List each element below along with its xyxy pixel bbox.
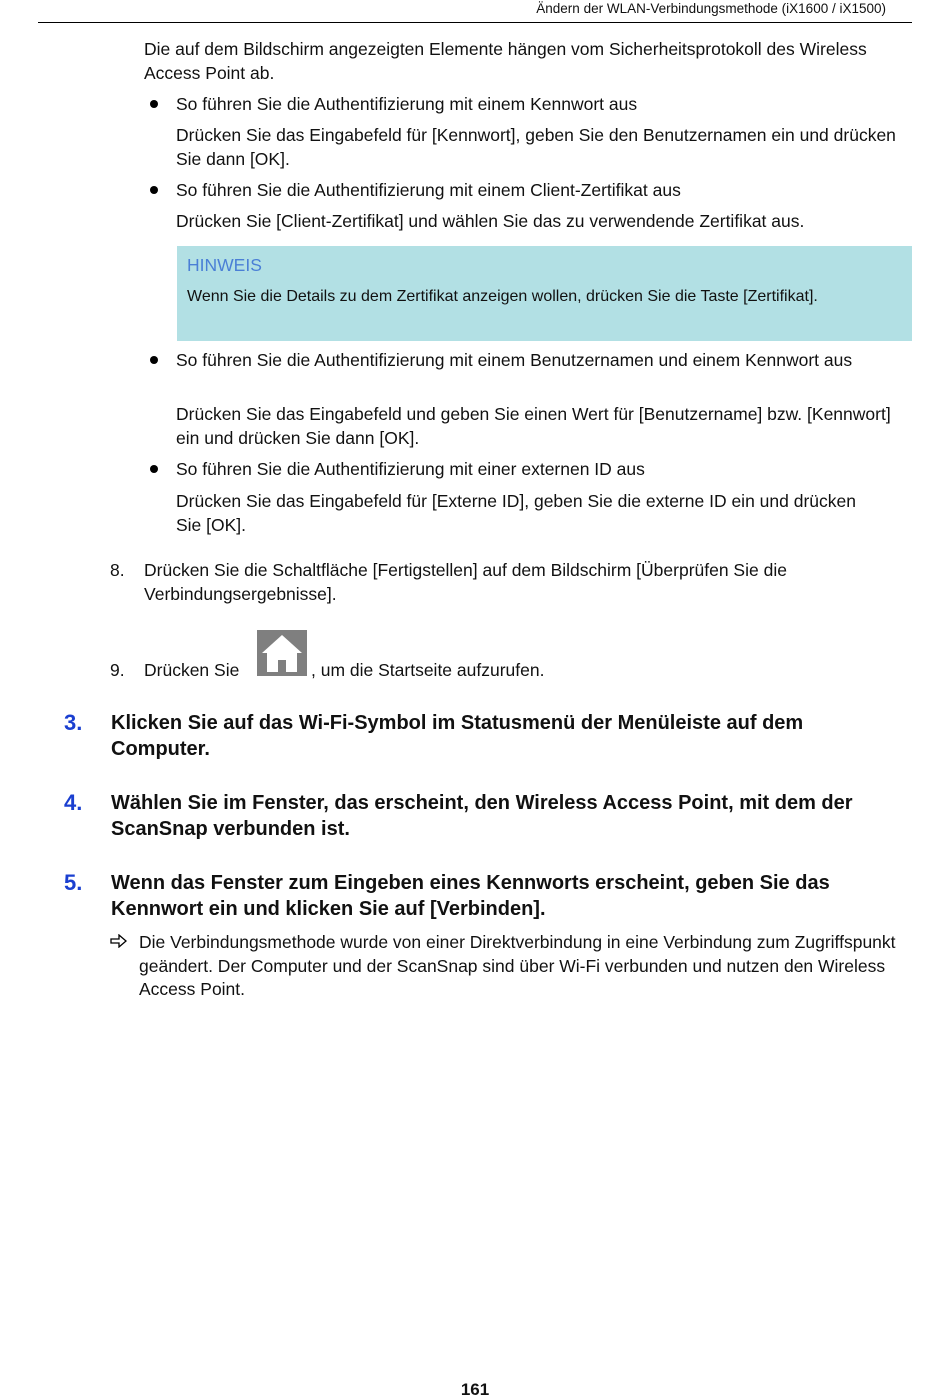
bullet-text: Drücken Sie das Eingabefeld und geben Sie einen Wert für [Benutzername] bzw. [Kennwort] ein und drücken Sie dann [OK]. [176,404,891,448]
bullet-text: Drücken Sie das Eingabefeld für [Kennwort], geben Sie den Benutzernamen ein und drücken Sie dann [OK]. [176,125,896,169]
bullet-icon [150,465,158,473]
step-number: 3. [64,710,83,735]
step-text: Klicken Sie auf das Wi-Fi-Symbol im Statusmenü der Menüleiste auf dem Computer. [111,712,804,760]
substep-text: Drücken Sie die Schaltfläche [Fertigstellen] auf dem Bildschirm [Überprüfen Sie die Verbindungsergebnisse]. [144,560,787,604]
bullet-icon [150,186,158,194]
result-arrow-icon [110,934,128,948]
bullet-text: Drücken Sie [Client-Zertifikat] und wählen Sie das zu verwendende Zertifikat aus. [176,211,805,231]
header-title: Ändern der WLAN-Verbindungsmethode (iX1600 / iX1500) [536,1,886,16]
result-text: Die Verbindungsmethode wurde von einer Direktverbindung in eine Verbindung zum Zugriffspunkt geändert. Der Computer und der ScanSnap sind über Wi-Fi verbunden und nutzen den Wireless Access Point. [139,932,896,999]
bullet-heading: So führen Sie die Authentifizierung mit einem Client-Zertifikat aus [176,180,681,200]
substep-number: 8. [110,560,125,580]
step-text: Wählen Sie im Fenster, das erscheint, den Wireless Access Point, mit dem der ScanSnap verbunden ist. [111,792,853,840]
substep-text-after: , um die Startseite aufzurufen. [311,660,545,680]
bullet-text: Drücken Sie das Eingabefeld für [Externe ID], geben Sie die externe ID ein und drücken Sie [OK]. [176,491,856,535]
bullet-heading: So führen Sie die Authentifizierung mit einem Kennwort aus [176,94,638,114]
note-title: HINWEIS [187,255,262,275]
step-number: 5. [64,870,83,895]
substep-text-before: Drücken Sie [144,660,240,680]
page-header [38,0,912,23]
step-text: Wenn das Fenster zum Eingeben eines Kennworts erscheint, geben Sie das Kennwort ein und klicken Sie auf [Verbinden]. [111,872,830,920]
substep-number: 9. [110,660,125,680]
step-number: 4. [64,790,83,815]
bullet-heading: So führen Sie die Authentifizierung mit einer externen ID aus [176,459,645,479]
page-number: 161 [460,1380,490,1399]
bullet-heading: So führen Sie die Authentifizierung mit einem Benutzernamen und einem Kennwort aus [176,350,853,370]
note-box [177,246,912,341]
bullet-icon [150,356,158,364]
home-icon [257,630,307,676]
note-text: Wenn Sie die Details zu dem Zertifikat anzeigen wollen, drücken Sie die Taste [Zertifikat]. [187,288,818,305]
intro-text: Die auf dem Bildschirm angezeigten Elemente hängen vom Sicherheitsprotokoll des Wireless Access Point ab. [144,39,867,83]
bullet-icon [150,100,158,108]
